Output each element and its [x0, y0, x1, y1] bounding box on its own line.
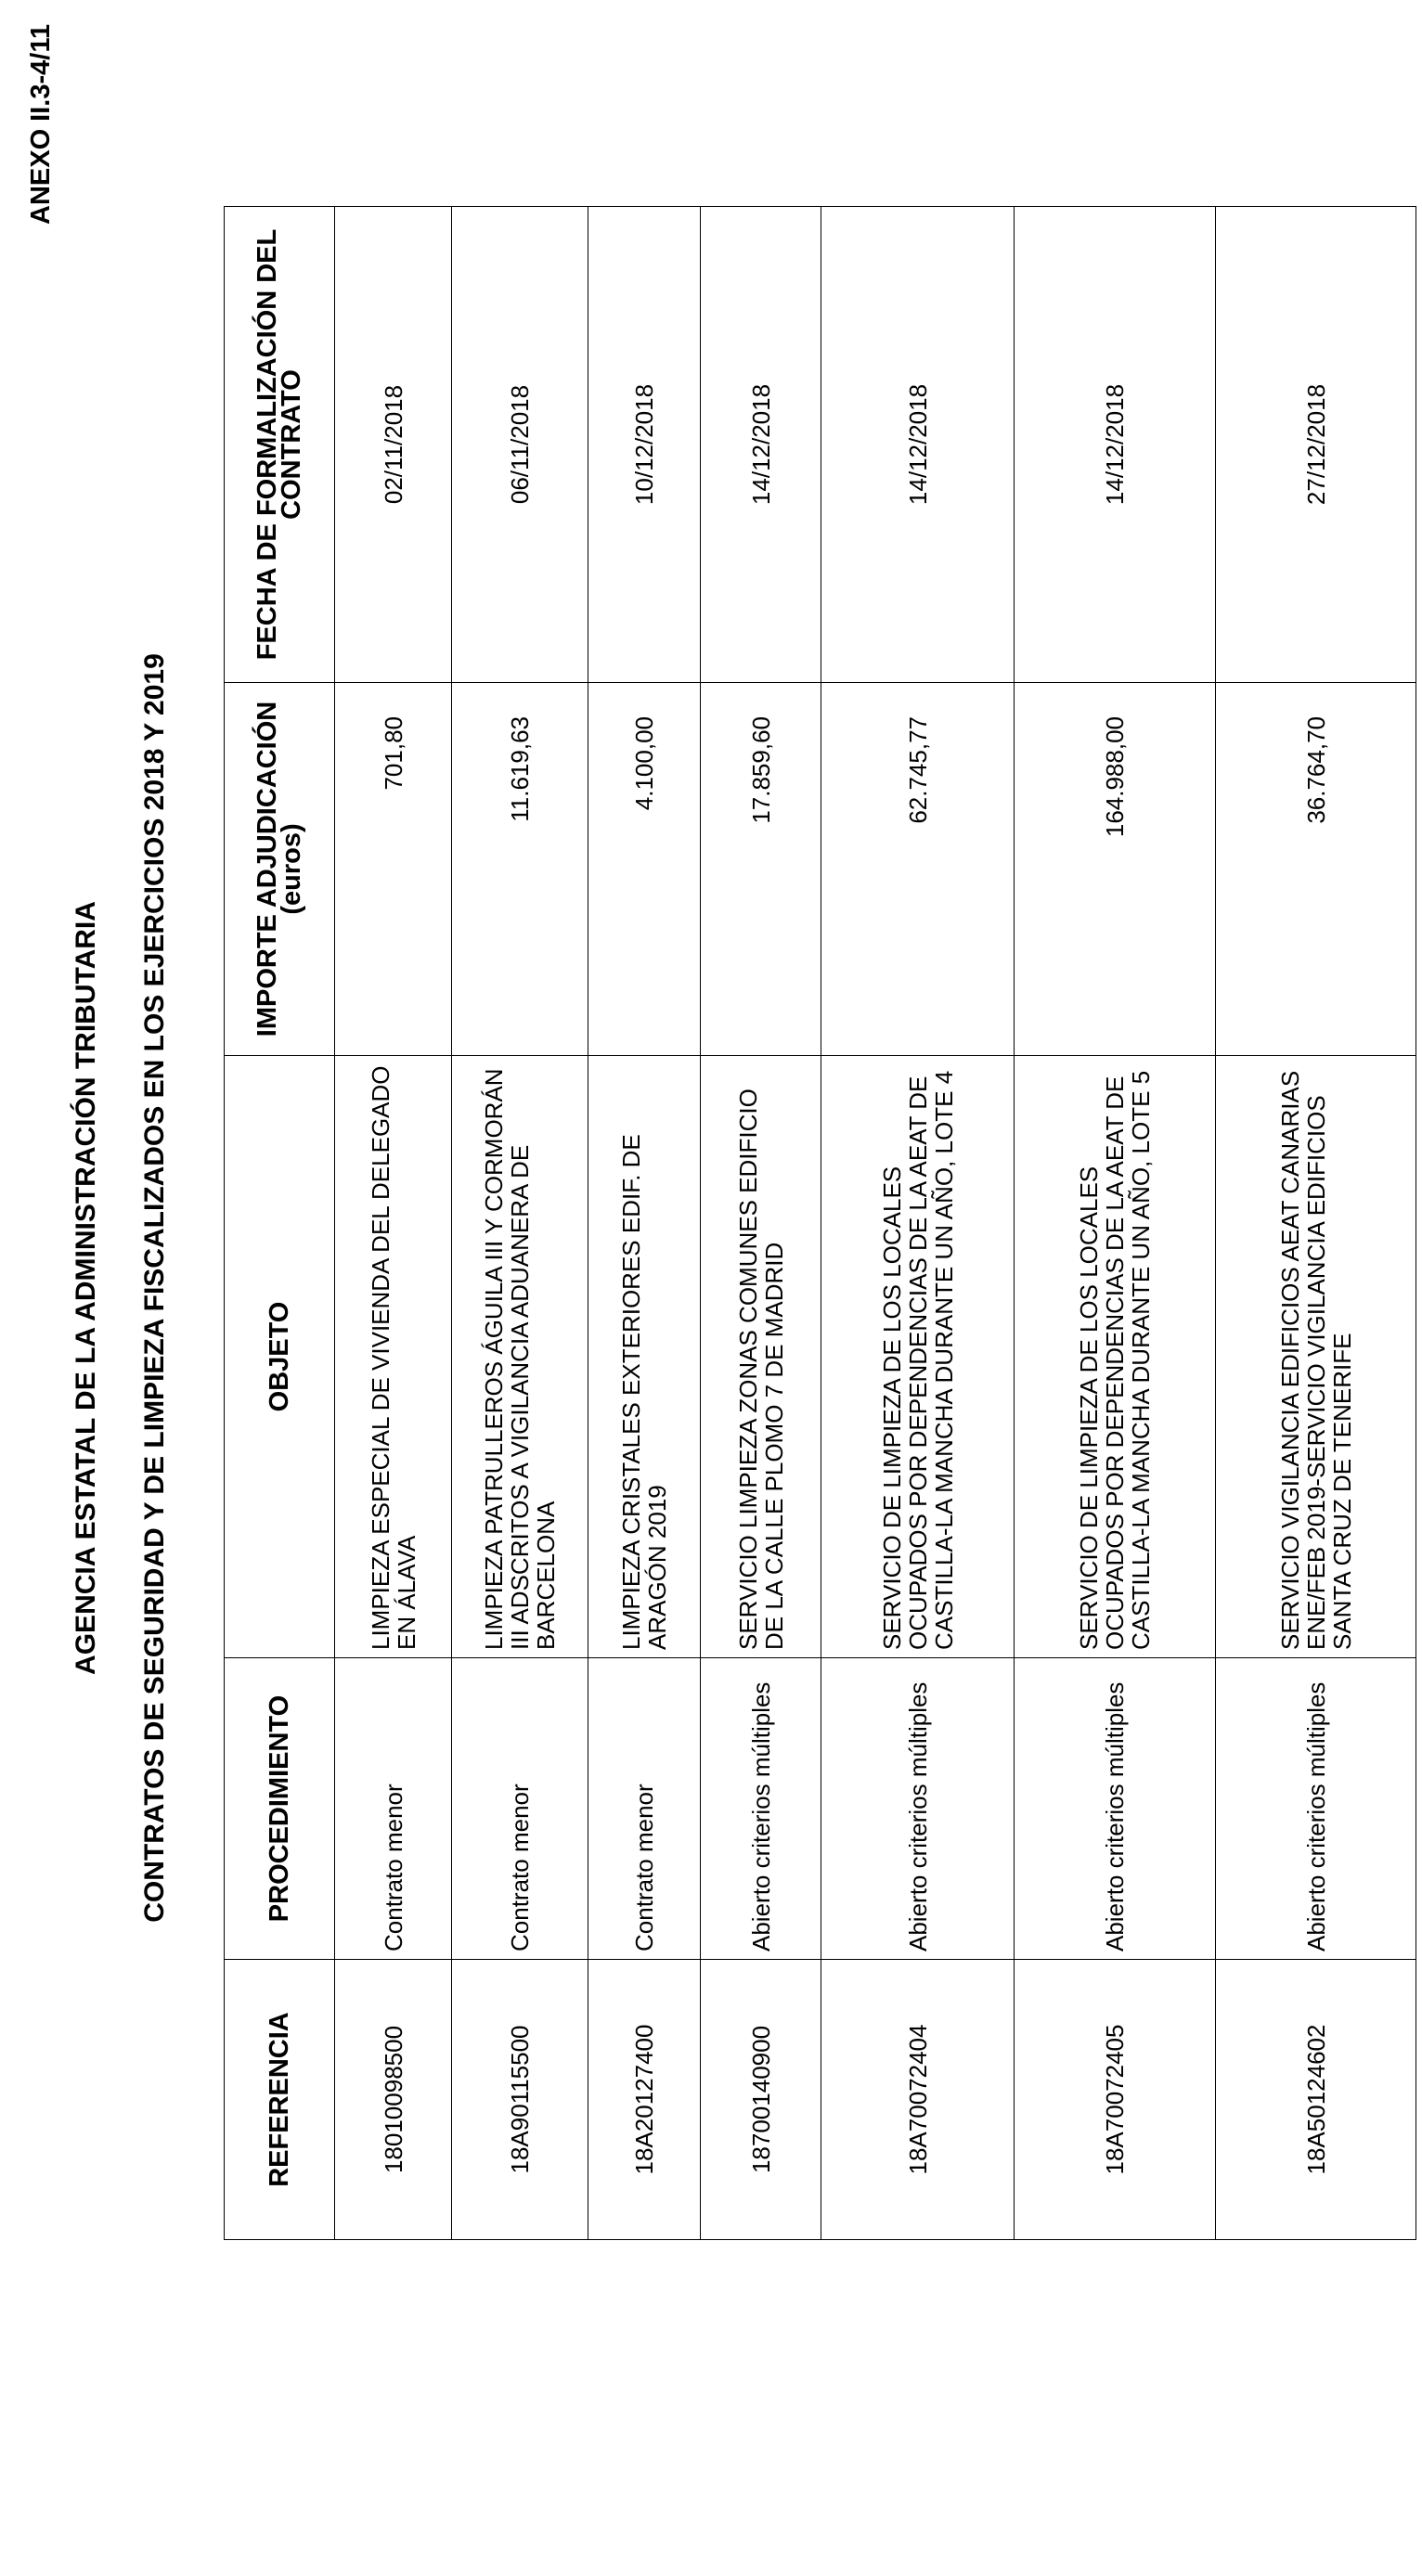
cell-objeto: SERVICIO DE LIMPIEZA DE LOS LOCALES OCUPADOS POR DEPENDENCIAS DE LA AEAT DE CASTILLA-LA MANCHA DURANTE UN AÑO, LOTE 4 — [821, 1056, 1015, 1658]
cell-procedimiento: Abierto criterios múltiples — [1015, 1658, 1216, 1960]
col-header-referencia: REFERENCIA — [225, 1960, 335, 2240]
cell-fecha: 14/12/2018 — [701, 207, 821, 683]
table-header-row — [225, 207, 335, 2240]
table-row — [821, 207, 1015, 2240]
cell-referencia: 18010098500 — [335, 1960, 452, 2240]
cell-referencia: 18A50124602 — [1216, 1960, 1416, 2240]
cell-referencia: 18A70072404 — [821, 1960, 1015, 2240]
cell-importe: 701,80 — [335, 683, 452, 1056]
annex-label: ANEXO II.3-4/11 — [26, 24, 56, 225]
cell-procedimiento: Contrato menor — [452, 1658, 588, 1960]
cell-importe: 164.988,00 — [1015, 683, 1216, 1056]
cell-fecha: 02/11/2018 — [335, 207, 452, 683]
table-row — [452, 207, 588, 2240]
cell-objeto: LIMPIEZA ESPECIAL DE VIVIENDA DEL DELEGADO EN ÁLAVA — [335, 1056, 452, 1658]
cell-objeto: SERVICIO DE LIMPIEZA DE LOS LOCALES OCUPADOS POR DEPENDENCIAS DE LA AEAT DE CASTILLA-LA MANCHA DURANTE UN AÑO, LOTE 5 — [1015, 1056, 1216, 1658]
cell-importe: 62.745,77 — [821, 683, 1015, 1056]
cell-importe: 17.859,60 — [701, 683, 821, 1056]
cell-fecha: 14/12/2018 — [821, 207, 1015, 683]
cell-objeto: LIMPIEZA PATRULLEROS ÁGUILA III Y CORMORÁN III ADSCRITOS A VIGILANCIA ADUANERA DE BARCELONA — [452, 1056, 588, 1658]
cell-procedimiento: Abierto criterios múltiples — [821, 1658, 1015, 1960]
table-row — [1216, 207, 1416, 2240]
col-header-procedimiento: PROCEDIMIENTO — [225, 1658, 335, 1960]
cell-importe: 36.764,70 — [1216, 683, 1416, 1056]
table-row — [335, 207, 452, 2240]
cell-referencia: 18A90115500 — [452, 1960, 588, 2240]
table-row — [1015, 207, 1216, 2240]
cell-procedimiento: Contrato menor — [588, 1658, 701, 1960]
cell-fecha: 10/12/2018 — [588, 207, 701, 683]
cell-objeto: SERVICIO VIGILANCIA EDIFICIOS AEAT CANARIAS ENE/FEB 2019-SERVICIO VIGILANCIA EDIFICIOS SANTA CRUZ DE TENERIFE — [1216, 1056, 1416, 1658]
cell-procedimiento: Contrato menor — [335, 1658, 452, 1960]
page-subtitle: CONTRATOS DE SEGURIDAD Y DE LIMPIEZA FISCALIZADOS EN LOS EJERCICIOS 2018 Y 2019 — [139, 653, 170, 1923]
cell-fecha: 27/12/2018 — [1216, 207, 1416, 683]
cell-referencia: 18700140900 — [701, 1960, 821, 2240]
cell-importe: 4.100,00 — [588, 683, 701, 1056]
col-header-fecha: FECHA DE FORMALIZACIÓN DEL CONTRATO — [225, 207, 335, 683]
col-header-objeto: OBJETO — [225, 1056, 335, 1658]
table-row — [588, 207, 701, 2240]
cell-procedimiento: Abierto criterios múltiples — [1216, 1658, 1416, 1960]
cell-fecha: 06/11/2018 — [452, 207, 588, 683]
col-header-importe: IMPORTE ADJUDICACIÓN (euros) — [225, 683, 335, 1056]
cell-objeto: SERVICIO LIMPIEZA ZONAS COMUNES EDIFICIO DE LA CALLE PLOMO 7 DE MADRID — [701, 1056, 821, 1658]
cell-objeto: LIMPIEZA CRISTALES EXTERIORES EDIF. DE ARAGÓN 2019 — [588, 1056, 701, 1658]
table-row — [701, 207, 821, 2240]
cell-referencia: 18A70072405 — [1015, 1960, 1216, 2240]
cell-referencia: 18A20127400 — [588, 1960, 701, 2240]
cell-importe: 11.619,63 — [452, 683, 588, 1056]
contracts-table — [224, 206, 1416, 2240]
page-title: AGENCIA ESTATAL DE LA ADMINISTRACIÓN TRIBUTARIA — [71, 901, 101, 1675]
cell-procedimiento: Abierto criterios múltiples — [701, 1658, 821, 1960]
cell-fecha: 14/12/2018 — [1015, 207, 1216, 683]
